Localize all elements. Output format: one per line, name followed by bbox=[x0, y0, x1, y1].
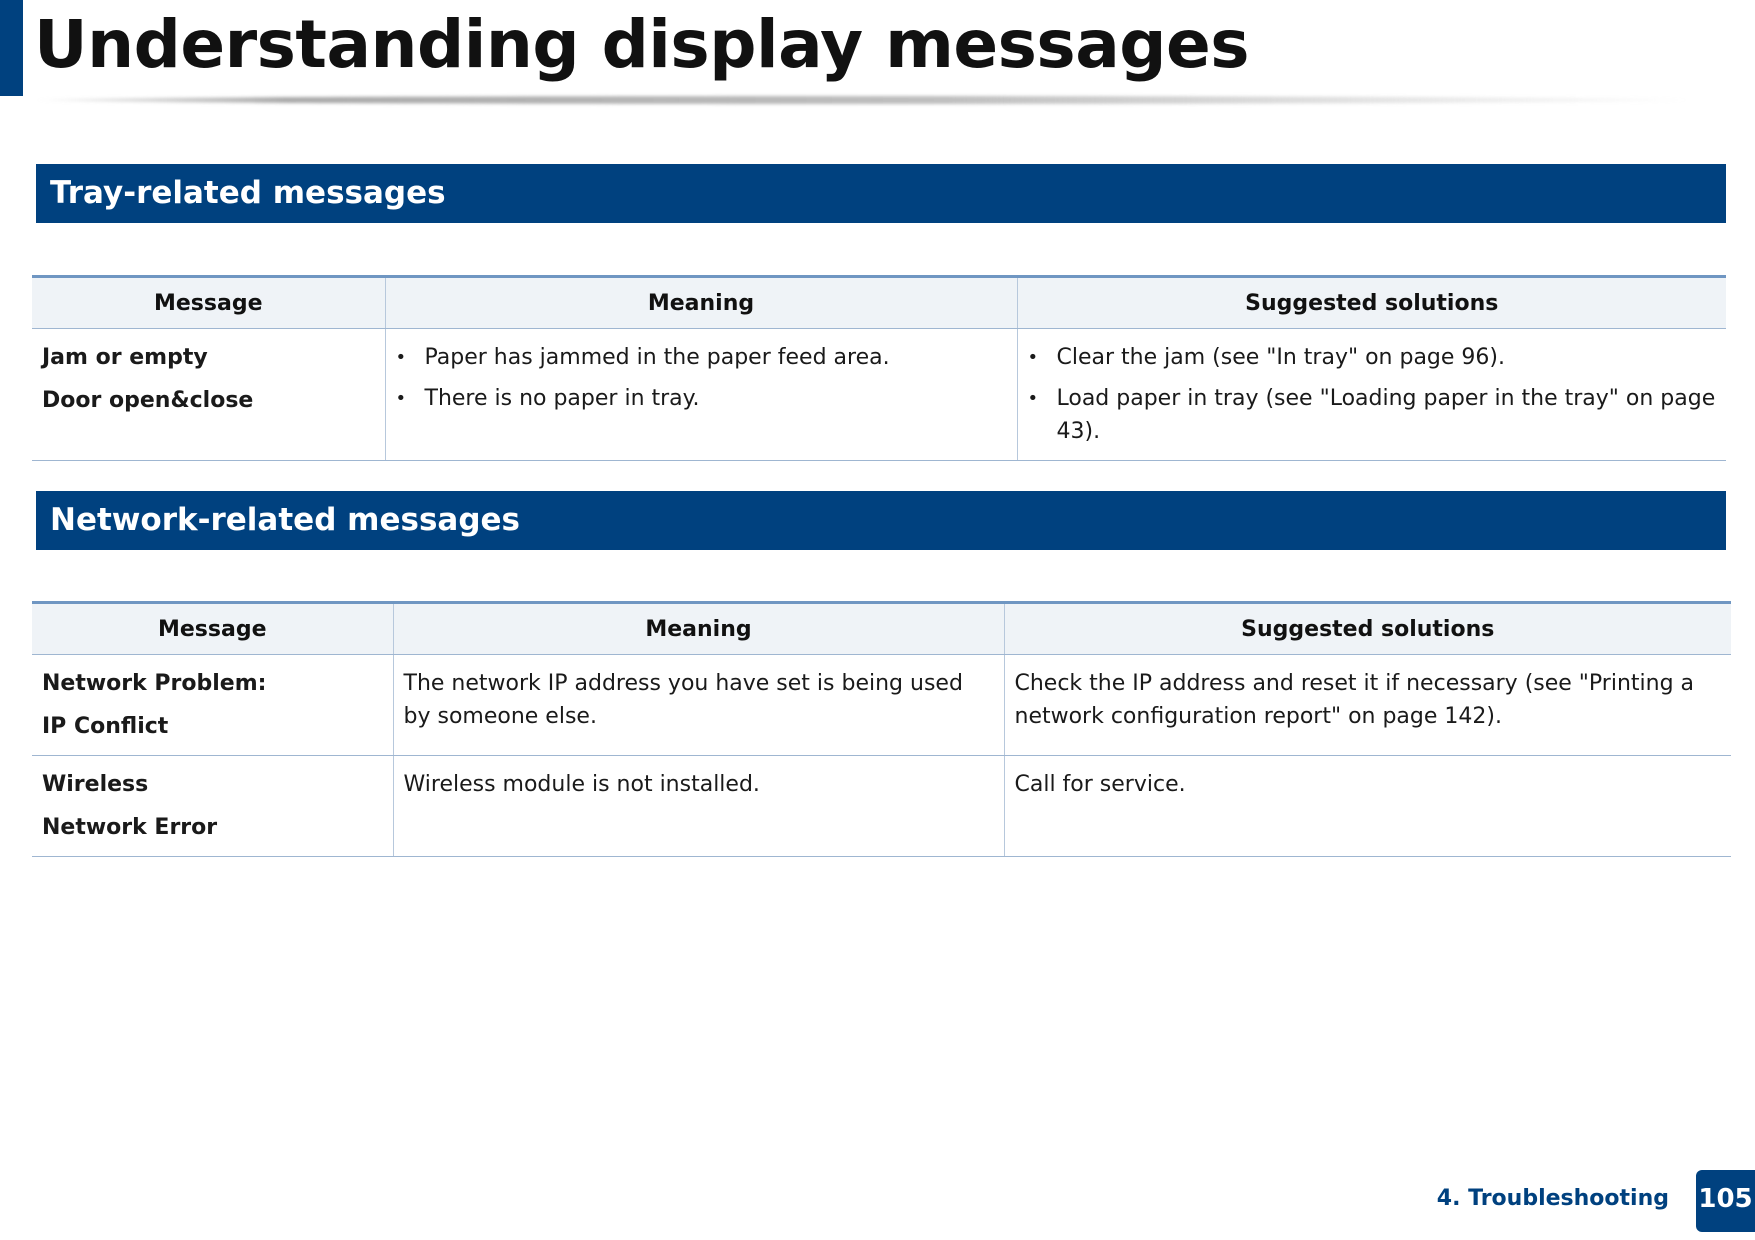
column-header-message: Message bbox=[32, 277, 385, 329]
table-row bbox=[32, 756, 1731, 857]
solution-cell: Check the IP address and reset it if necessary (see "Printing a network configuration report" on page 142). bbox=[1004, 655, 1731, 756]
network-messages-table bbox=[32, 601, 1731, 857]
message-text: IP Conflict bbox=[42, 714, 169, 739]
column-header-solutions: Suggested solutions bbox=[1004, 603, 1731, 655]
meaning-cell: The network IP address you have set is being used by someone else. bbox=[393, 655, 1004, 756]
title-accent-bar bbox=[0, 0, 23, 96]
section-heading-tray: Tray-related messages bbox=[36, 164, 1726, 223]
message-text: Jam or empty bbox=[42, 345, 208, 370]
message-text: Network Error bbox=[42, 815, 218, 840]
solution-cell bbox=[1017, 329, 1726, 461]
message-cell bbox=[32, 655, 393, 756]
title-divider bbox=[34, 96, 1694, 104]
message-text: Network Problem: bbox=[42, 671, 267, 696]
section-heading-network: Network-related messages bbox=[36, 491, 1726, 550]
page-number-badge: 105 bbox=[1696, 1170, 1755, 1232]
column-header-message: Message bbox=[32, 603, 393, 655]
table-row bbox=[32, 655, 1731, 756]
meaning-bullet: • Paper has jammed in the paper feed area. bbox=[396, 341, 1007, 374]
message-text: Door open&close bbox=[42, 388, 254, 413]
page-title: Understanding display messages bbox=[34, 6, 1250, 83]
column-header-meaning: Meaning bbox=[385, 277, 1017, 329]
table-row bbox=[32, 329, 1726, 461]
meaning-cell: Wireless module is not installed. bbox=[393, 756, 1004, 857]
message-cell bbox=[32, 329, 385, 461]
message-text: Wireless bbox=[42, 772, 149, 797]
column-header-solutions: Suggested solutions bbox=[1017, 277, 1726, 329]
meaning-bullet: • There is no paper in tray. bbox=[396, 382, 1007, 415]
solution-cell: Call for service. bbox=[1004, 756, 1731, 857]
footer-chapter-label: 4. Troubleshooting bbox=[1436, 1186, 1669, 1211]
solution-bullet: • Clear the jam (see "In tray" on page 96). bbox=[1028, 341, 1717, 374]
column-header-meaning: Meaning bbox=[393, 603, 1004, 655]
table-header-row bbox=[32, 277, 1726, 329]
meaning-cell bbox=[385, 329, 1017, 461]
message-cell bbox=[32, 756, 393, 857]
solution-bullet: • Load paper in tray (see "Loading paper in the tray" on page 43). bbox=[1028, 382, 1717, 448]
tray-messages-table bbox=[32, 275, 1726, 461]
table-header-row bbox=[32, 603, 1731, 655]
